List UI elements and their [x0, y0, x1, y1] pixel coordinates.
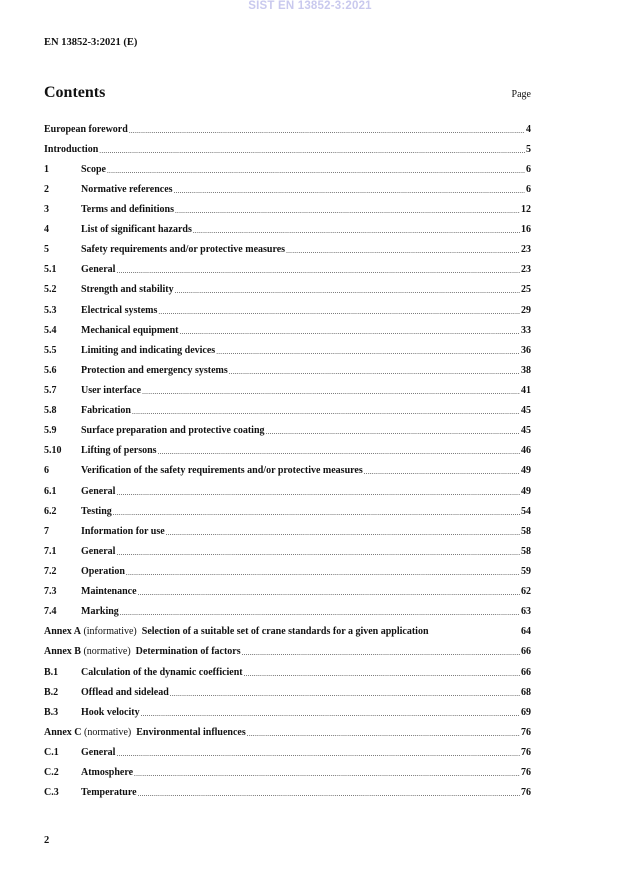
toc-entry[interactable]	[44, 602, 531, 622]
toc-entry[interactable]	[44, 421, 531, 441]
toc-entry[interactable]	[44, 300, 531, 320]
toc-entry[interactable]	[44, 199, 531, 219]
entry-page: 58	[521, 545, 531, 557]
entry-title: Selection of a suitable set of crane standards for a given application	[141, 626, 429, 638]
section-number: C.1	[44, 746, 59, 758]
entry-page: 49	[521, 465, 531, 477]
entry-page: 4	[526, 123, 531, 135]
entry-title: Marking	[81, 606, 119, 618]
entry-title: Lifting of persons	[81, 445, 157, 457]
entry-page: 54	[521, 505, 531, 517]
section-number: 7.4	[44, 606, 57, 618]
dot-leader	[364, 465, 520, 476]
dot-leader	[142, 385, 520, 396]
toc-entry[interactable]	[44, 280, 531, 300]
entry-page: 66	[521, 646, 531, 658]
toc-entry[interactable]	[44, 441, 531, 461]
toc-entry[interactable]	[44, 119, 531, 139]
entry-page: 5	[526, 143, 531, 155]
entry-page: 12	[521, 203, 531, 215]
entry-title: European foreword	[44, 123, 128, 135]
entry-page: 6	[526, 163, 531, 175]
entry-page: 49	[521, 485, 531, 497]
entry-title: Calculation of the dynamic coefficient	[81, 666, 243, 678]
annex-label: Annex C	[44, 726, 82, 738]
toc-entry[interactable]	[44, 461, 531, 481]
dot-leader	[134, 767, 520, 778]
entry-title: Operation	[81, 565, 125, 577]
section-number: 7.2	[44, 565, 57, 577]
section-number: 4	[44, 224, 49, 236]
entry-title: Determination of factors	[135, 646, 241, 658]
entry-page: 76	[521, 787, 531, 799]
toc-entry[interactable]	[44, 360, 531, 380]
entry-title: Hook velocity	[81, 706, 140, 718]
section-number: 5.9	[44, 425, 57, 437]
entry-title: Limiting and indicating devices	[81, 344, 216, 356]
toc-entry[interactable]	[44, 582, 531, 602]
entry-page: 45	[521, 425, 531, 437]
section-number: C.2	[44, 767, 59, 779]
dot-leader	[116, 486, 520, 497]
entry-page: 76	[521, 726, 531, 738]
entry-page: 64	[521, 626, 531, 638]
entry-page: 76	[521, 767, 531, 779]
entry-page: 33	[521, 324, 531, 336]
section-number: 6.1	[44, 485, 57, 497]
dot-leader	[138, 586, 520, 597]
entry-title: Atmosphere	[81, 767, 134, 779]
entry-title: General	[81, 746, 116, 758]
entry-page: 38	[521, 364, 531, 376]
toc-entry[interactable]	[44, 240, 531, 260]
dot-leader	[158, 305, 520, 316]
toc-entry[interactable]	[44, 380, 531, 400]
annex-kind: (normative)	[83, 646, 131, 658]
toc-entry[interactable]	[44, 702, 531, 722]
entry-title: Fabrication	[81, 405, 131, 417]
section-number: 6.2	[44, 505, 57, 517]
section-number: 5.6	[44, 364, 57, 376]
dot-leader	[141, 707, 520, 718]
document-id: EN 13852-3:2021 (E)	[44, 37, 138, 48]
entry-title: Mechanical equipment	[81, 324, 179, 336]
entry-title: Strength and stability	[81, 284, 174, 296]
section-number: 5.2	[44, 284, 57, 296]
toc-entry[interactable]	[44, 501, 531, 521]
toc-entry[interactable]	[44, 340, 531, 360]
section-number: 7.3	[44, 586, 57, 598]
entry-title: Maintenance	[81, 586, 137, 598]
toc-entry[interactable]	[44, 722, 531, 742]
entry-title: General	[81, 545, 116, 557]
dot-leader	[158, 445, 520, 456]
section-number: 5.7	[44, 384, 57, 396]
annex-label: Annex B	[44, 646, 81, 658]
page-number: 2	[44, 835, 50, 846]
entry-page: 66	[521, 666, 531, 678]
entry-title: General	[81, 264, 116, 276]
section-number: 6	[44, 465, 49, 477]
entry-title: Introduction	[44, 143, 99, 155]
dot-leader	[170, 687, 520, 698]
dot-leader	[116, 264, 520, 275]
dot-leader	[242, 646, 520, 657]
dot-leader	[266, 425, 520, 436]
dot-leader	[129, 124, 525, 135]
contents-title: Contents	[44, 84, 106, 101]
entry-title: Surface preparation and protective coating	[81, 425, 265, 437]
dot-leader	[116, 747, 520, 758]
dot-leader	[113, 506, 520, 517]
toc-entry[interactable]	[44, 541, 531, 561]
dot-leader	[99, 144, 525, 155]
toc-entry[interactable]	[44, 622, 531, 642]
annex-kind: (normative)	[84, 726, 132, 738]
dot-leader	[126, 566, 520, 577]
toc-entry[interactable]	[44, 401, 531, 421]
section-number: 5.1	[44, 264, 57, 276]
entry-title: Information for use	[81, 525, 165, 537]
section-number: 3	[44, 203, 49, 215]
dot-leader	[180, 325, 521, 336]
dot-leader	[216, 345, 520, 356]
entry-title: Normative references	[81, 183, 173, 195]
annex-kind: (informative)	[83, 626, 137, 638]
entry-page: 16	[521, 224, 531, 236]
toc-entry[interactable]	[44, 139, 531, 159]
entry-title: General	[81, 485, 116, 497]
section-number: 5.10	[44, 445, 62, 457]
dot-leader	[116, 546, 520, 557]
entry-title: Temperature	[81, 787, 137, 799]
dot-leader	[175, 204, 520, 215]
section-number: B.2	[44, 686, 59, 698]
entry-title: Safety requirements and/or protective measures	[81, 244, 286, 256]
entry-title: Electrical systems	[81, 304, 158, 316]
entry-title: User interface	[81, 384, 142, 396]
dot-leader	[107, 164, 525, 175]
section-number: 5.5	[44, 344, 57, 356]
entry-title: List of significant hazards	[81, 224, 192, 236]
toc-entry[interactable]	[44, 220, 531, 240]
entry-title: Protection and emergency systems	[81, 364, 228, 376]
entry-page: 25	[521, 284, 531, 296]
entry-page: 58	[521, 525, 531, 537]
entry-title: Environmental influences	[136, 726, 246, 738]
entry-page: 23	[521, 264, 531, 276]
section-number: B.3	[44, 706, 59, 718]
entry-page: 41	[521, 384, 531, 396]
toc-entry[interactable]	[44, 260, 531, 280]
toc-entry[interactable]	[44, 481, 531, 501]
entry-page: 76	[521, 746, 531, 758]
section-number: 7.1	[44, 545, 57, 557]
toc-entry[interactable]	[44, 159, 531, 179]
watermark: SIST EN 13852-3:2021	[248, 0, 372, 12]
dot-leader	[166, 526, 520, 537]
dot-leader	[229, 365, 520, 376]
toc-entry[interactable]	[44, 521, 531, 541]
entry-page: 59	[521, 565, 531, 577]
entry-page: 23	[521, 244, 531, 256]
entry-page: 29	[521, 304, 531, 316]
entry-page: 62	[521, 586, 531, 598]
entry-page: 68	[521, 686, 531, 698]
dot-leader	[247, 727, 520, 738]
dot-leader	[120, 606, 520, 617]
section-number: 5.4	[44, 324, 57, 336]
dot-leader	[193, 224, 520, 235]
toc-entry[interactable]	[44, 682, 531, 702]
entry-page: 63	[521, 606, 531, 618]
dot-leader	[286, 244, 520, 255]
section-number: B.1	[44, 666, 59, 678]
entry-title: Verification of the safety requirements and/or protective measures	[81, 465, 363, 477]
entry-page: 6	[526, 183, 531, 195]
section-number: 1	[44, 163, 49, 175]
entry-page: 45	[521, 405, 531, 417]
entry-title: Scope	[81, 163, 106, 175]
section-number: 5.8	[44, 405, 57, 417]
annex-label: Annex A	[44, 626, 81, 638]
section-number: 5	[44, 244, 49, 256]
toc-entry[interactable]	[44, 662, 531, 682]
toc-entry[interactable]	[44, 179, 531, 199]
entry-page: 69	[521, 706, 531, 718]
page-column-label: Page	[511, 89, 531, 100]
toc-entry[interactable]	[44, 763, 531, 783]
entry-page: 46	[521, 445, 531, 457]
entry-title: Testing	[81, 505, 112, 517]
dot-leader	[138, 787, 520, 798]
dot-leader	[174, 184, 525, 195]
entry-page: 36	[521, 344, 531, 356]
entry-title: Terms and definitions	[81, 203, 174, 215]
toc-entry[interactable]	[44, 320, 531, 340]
section-number: C.3	[44, 787, 59, 799]
toc-entry[interactable]	[44, 561, 531, 581]
toc-entry[interactable]	[44, 642, 531, 662]
dot-leader	[175, 284, 520, 295]
section-number: 2	[44, 183, 49, 195]
dot-leader	[244, 667, 520, 678]
dot-leader	[132, 405, 520, 416]
toc-entry[interactable]	[44, 742, 531, 762]
section-number: 7	[44, 525, 49, 537]
section-number: 5.3	[44, 304, 57, 316]
toc-entry[interactable]	[44, 783, 531, 803]
entry-title: Offlead and sidelead	[81, 686, 169, 698]
table-of-contents	[44, 119, 531, 803]
